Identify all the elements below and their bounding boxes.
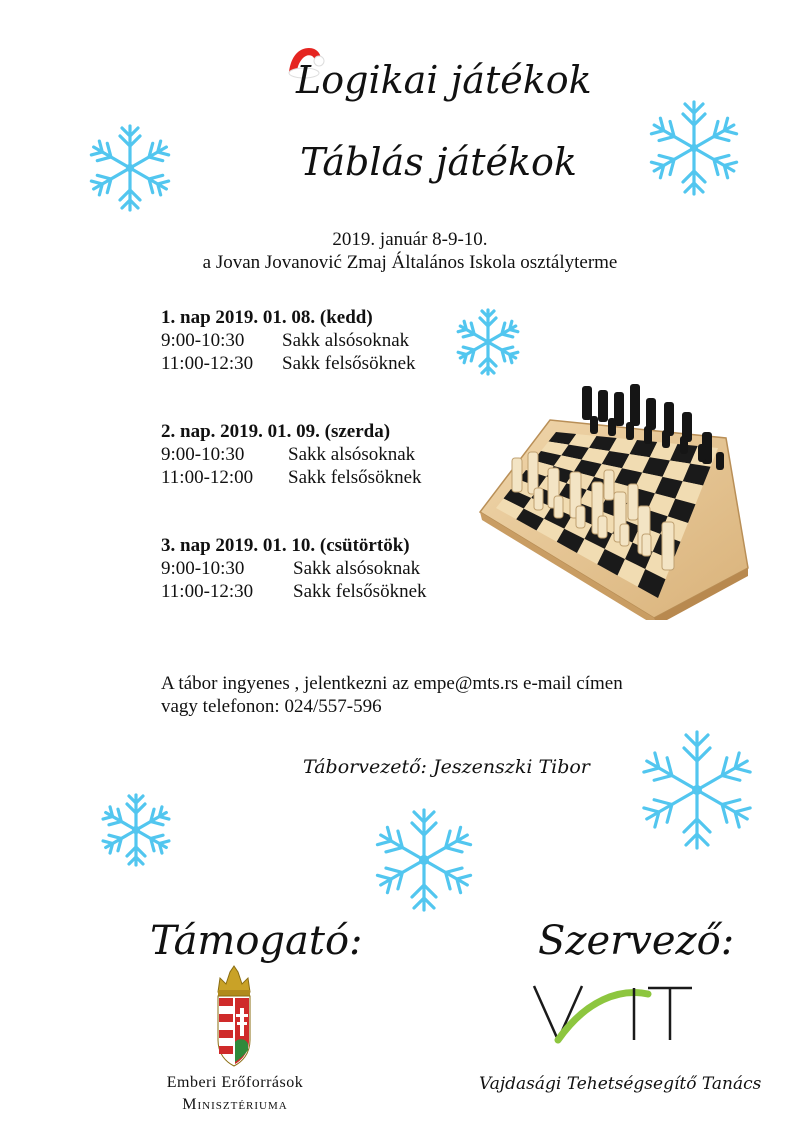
session-row xyxy=(161,557,427,580)
organizer-name: Vajdasági Tehetségsegítő Tanács xyxy=(479,1074,762,1094)
session-time: 9:00-10:30 xyxy=(161,330,245,351)
contact-line-2: vagy telefonon: 024/557-596 xyxy=(161,696,382,717)
snowflake-icon xyxy=(78,122,182,214)
session-row xyxy=(161,443,422,466)
session-time: 11:00-12:00 xyxy=(161,467,254,488)
session-label: Sakk alsósoknak xyxy=(293,558,421,579)
day-heading: 2. nap. 2019. 01. 09. (szerda) xyxy=(161,421,391,442)
contact-line-1: A tábor ingyenes , jelentkezni az empe@mts.rs e-mail címen xyxy=(161,673,623,694)
camp-leader: Táborvezető: Jeszenszki Tibor xyxy=(303,756,590,778)
snowflake-icon xyxy=(90,792,182,868)
page-title: Logikai játékok xyxy=(296,58,592,102)
snowflake-icon xyxy=(368,806,480,914)
snowflake-icon xyxy=(642,726,752,854)
schedule-day-1 xyxy=(161,306,416,375)
session-label: Sakk alsósoknak xyxy=(282,330,410,351)
session-time: 11:00-12:30 xyxy=(161,581,254,602)
chessboard-image xyxy=(478,372,750,620)
event-venue: a Jovan Jovanović Zmaj Általános Iskola osztályterme xyxy=(202,252,618,273)
page-subtitle: Táblás játékok xyxy=(300,140,577,184)
session-time: 9:00-10:30 xyxy=(161,444,245,465)
vait-logo xyxy=(530,980,702,1044)
supporter-name-line-2: Minisztériuma xyxy=(182,1096,288,1113)
hungarian-coat-of-arms-icon xyxy=(214,962,254,1068)
session-label: Sakk felsősöknek xyxy=(282,353,416,374)
session-row xyxy=(161,580,427,603)
organizer-label: Szervező: xyxy=(538,918,735,964)
snowflake-icon xyxy=(644,98,744,198)
session-label: Sakk felsősöknek xyxy=(293,581,427,602)
snowflake-icon xyxy=(454,306,522,378)
session-label: Sakk alsósoknak xyxy=(288,444,416,465)
supporter-name-line-1: Emberi Erőforrások xyxy=(166,1074,304,1091)
supporter-label: Támogató: xyxy=(150,918,363,964)
schedule-day-2 xyxy=(161,420,422,489)
event-dates: 2019. január 8-9-10. xyxy=(332,229,488,250)
session-time: 11:00-12:30 xyxy=(161,353,254,374)
session-row xyxy=(161,352,416,375)
schedule-day-3 xyxy=(161,534,427,603)
session-label: Sakk felsősöknek xyxy=(288,467,422,488)
session-row xyxy=(161,466,422,489)
day-heading: 3. nap 2019. 01. 10. (csütörtök) xyxy=(161,535,410,556)
session-row xyxy=(161,329,416,352)
session-time: 9:00-10:30 xyxy=(161,558,245,579)
day-heading: 1. nap 2019. 01. 08. (kedd) xyxy=(161,307,373,328)
